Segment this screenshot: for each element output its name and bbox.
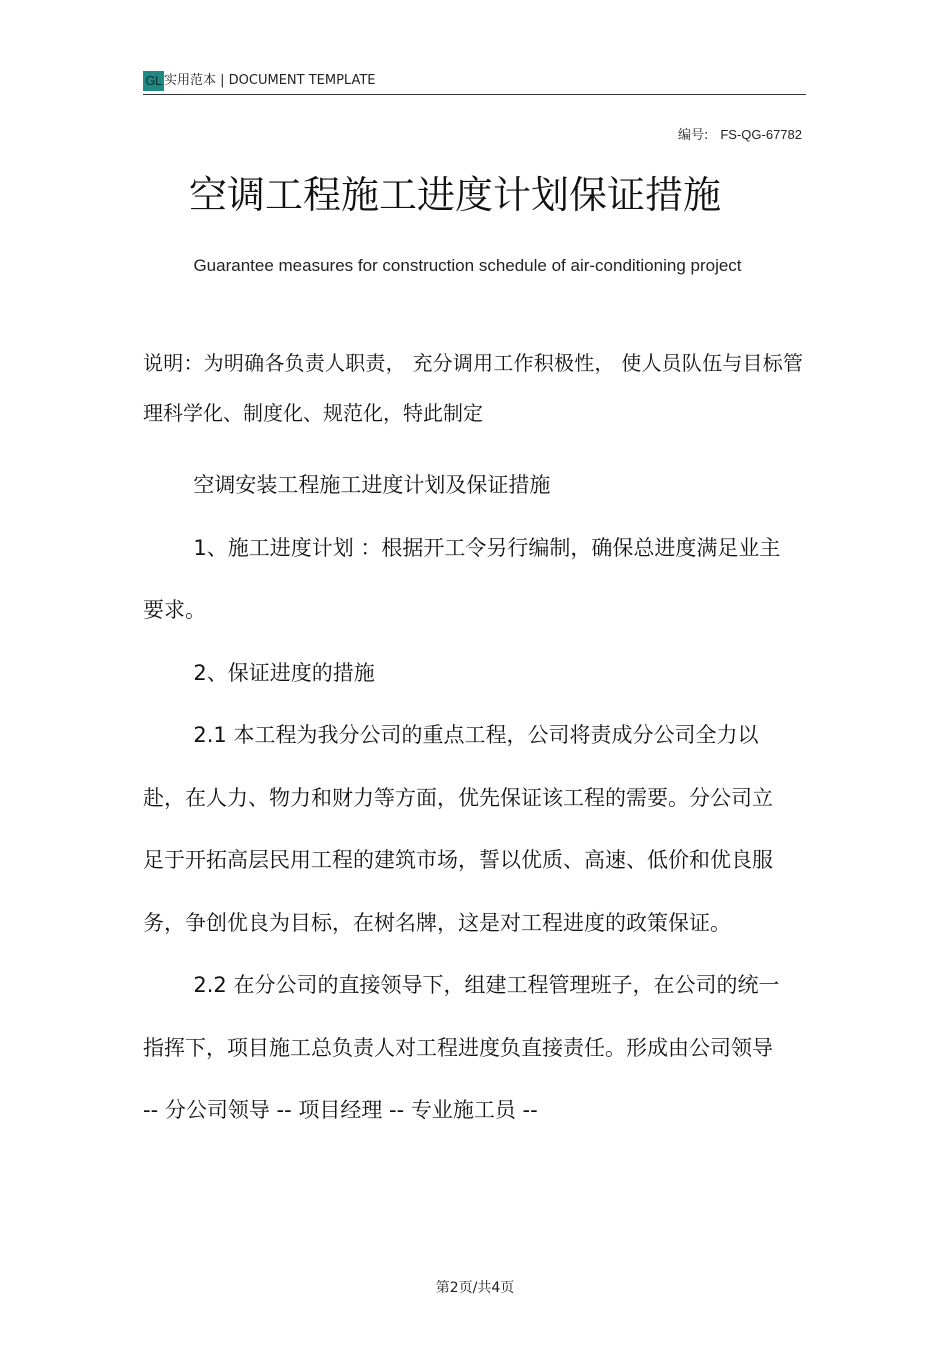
document-number-value: FS-QG-67782: [720, 127, 802, 142]
document-number-label: 编号:: [677, 128, 709, 143]
header-label: 实用范本 | DOCUMENT TEMPLATE: [164, 73, 376, 88]
document-description: 说明：为明确各负责人职责， 充分调用工作积极性， 使人员队伍与目标管理科学化、制度化、规范化，特此制定: [143, 351, 803, 425]
document-number: [678, 126, 802, 145]
paragraph-schedule-plan: 1、施工进度计划 ：根据开工令另行编制，确保总进度满足业主要求。: [143, 535, 781, 622]
document-title: 空调工程施工进度计划保证措施: [188, 173, 721, 217]
paragraph-2-1: 2.1 本工程为我分公司的重点工程，公司将责成分公司全力以赴，在人力、物力和财力等方面，优先保证该工程的需要。分公司立足于开拓高层民用工程的建筑市场，誓以优质、高速、低价和优良服务，争创优良为目标，在树名牌，这是对工程进度的政策保证。: [143, 723, 773, 935]
section-heading: 空调安装工程施工进度计划及保证措施: [193, 473, 551, 497]
page-footer: 第2页/共4页: [435, 1280, 515, 1296]
gl-logo: GL: [143, 71, 164, 91]
document-header: [143, 70, 806, 95]
document-subtitle: Guarantee measures for construction schedule of air-conditioning project: [193, 256, 742, 275]
paragraph-2-2: 2.2 在分公司的直接领导下，组建工程管理班子，在公司的统一指挥下，项目施工总负责人对工程进度负直接责任。形成由公司领导 -- 分公司领导 -- 项目经理 -- 专业施工员 --: [143, 973, 780, 1122]
document-body: [143, 454, 783, 1142]
paragraph-measures-heading: 2、保证进度的措施: [193, 660, 375, 685]
